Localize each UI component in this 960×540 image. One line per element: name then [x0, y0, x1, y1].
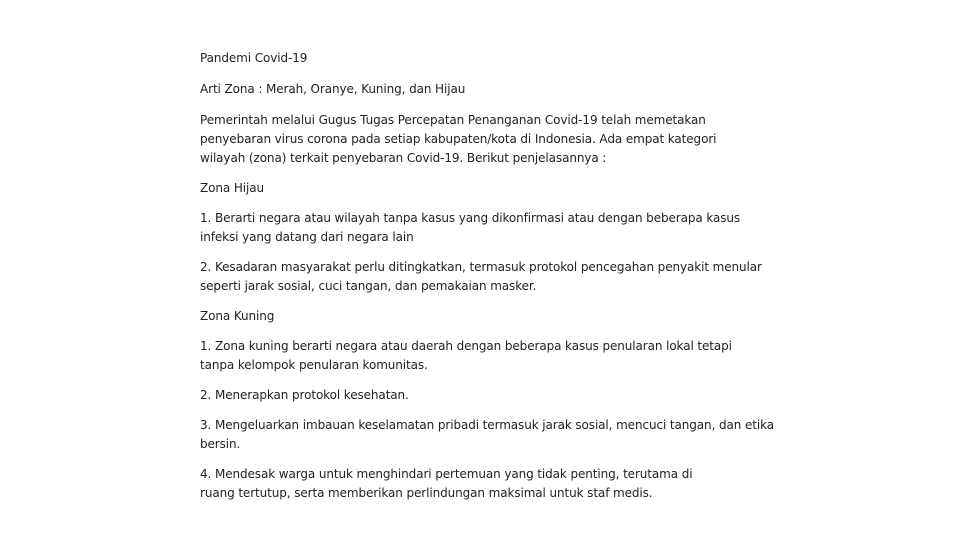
document-body [200, 49, 780, 503]
section-heading-zona-hijau: Zona Hijau [200, 181, 264, 195]
list-item: 1. Zona kuning berarti negara atau daerah dengan beberapa kasus penularan lokal tetapi tanpa kelompok penularan komunitas. [200, 339, 732, 372]
document-subtitle: Arti Zona : Merah, Oranye, Kuning, dan Hijau [200, 82, 466, 96]
section-heading-zona-kuning: Zona Kuning [200, 309, 275, 323]
list-item: 2. Menerapkan protokol kesehatan. [200, 388, 409, 402]
list-item: 1. Berarti negara atau wilayah tanpa kasus yang dikonfirmasi atau dengan beberapa kasus infeksi yang datang dari negara lain [200, 211, 741, 244]
list-item: 4. Mendesak warga untuk menghindari pertemuan yang tidak penting, terutama di ruang tertutup, serta memberikan perlindungan maksimal untuk staf medis. [200, 467, 693, 500]
intro-paragraph: Pemerintah melalui Gugus Tugas Percepatan Penanganan Covid-19 telah memetakan penyebaran virus corona pada setiap kabupaten/kota di Indonesia. Ada empat kategori wilayah (zona) terkait penyebaran Covid-19. Berikut penjelasannya : [200, 113, 717, 165]
document-title: Pandemi Covid-19 [200, 51, 308, 65]
list-item: 2. Kesadaran masyarakat perlu ditingkatkan, termasuk protokol pencegahan penyakit menular seperti jarak sosial, cuci tangan, dan pemakaian masker. [200, 260, 762, 293]
list-item: 3. Mengeluarkan imbauan keselamatan pribadi termasuk jarak sosial, mencuci tangan, dan etika bersin. [200, 418, 774, 451]
